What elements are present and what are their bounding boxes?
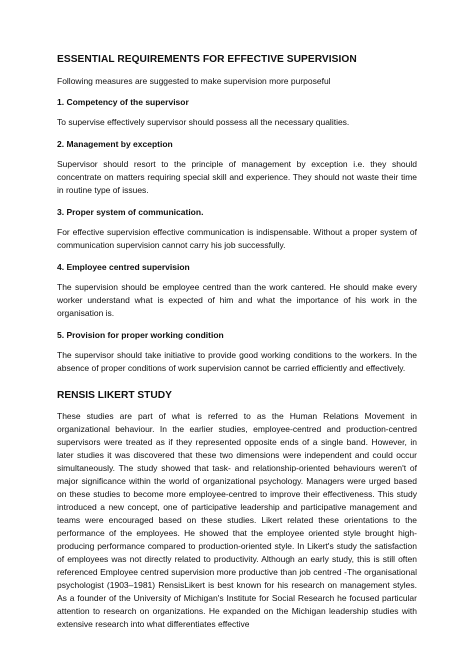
study-title: RENSIS LIKERT STUDY <box>57 390 172 401</box>
section-body-competency: To supervise effectively supervisor should possess all the necessary qualities. <box>57 117 350 127</box>
study-body: These studies are part of what is referred to as the Human Relations Movement in organizational behaviour. In the earlier studies, employee-centred and production-centred supervisors were treated as if they represented opposite ends of a single band. However, in later studies it was discovered that these two dimensions were independent and could occur simultaneously. The study showed that task- and relationship-oriented behaviours weren't of major significance within the world of organizational psychology. Managers were urged based on these studies to become more employee-centred to improve their effectiveness. This study introduced a new concept, one of participative leadership and participative management and teams were encouraged based on these studies. Likert related these orientations to the performance of the employees. He showed that the employee oriented style brought high-producing performance compared to production-oriented style. In Likert's study the satisfaction of employees was not directly related to productivity. Although an early study, this is still often referenced Employee centred supervision more productive than job centred -The organisational psychologist (1903–1981) RensisLikert is best known for his research on management styles. As a founder of the University of Michigan's Institute for Social Research he focused particular attention to research on organizations. He expanded on the Michigan leadership studies with extensive research into what differentiates effective <box>57 411 417 629</box>
section-body-communication: For effective supervision effective communication is indispensable. Without a proper system of communication supervision cannot carry his job successfully. <box>57 227 417 250</box>
section-heading-communication: 3. Proper system of communication. <box>57 207 204 217</box>
section-body-management-by-exception: Supervisor should resort to the principle of management by exception i.e. they should concentrate on matters requiring special skill and experience. They should not waste their time in routine type of issues. <box>57 159 417 195</box>
intro-text: Following measures are suggested to make supervision more purposeful <box>57 76 331 86</box>
section-body-working-condition: The supervisor should take initiative to provide good working conditions to the workers. In the absence of proper conditions of work supervision cannot be carried efficiently and effectively. <box>57 350 417 373</box>
section-heading-working-condition: 5. Provision for proper working condition <box>57 330 224 340</box>
section-heading-management-by-exception: 2. Management by exception <box>57 139 173 149</box>
section-heading-competency: 1. Competency of the supervisor <box>57 97 189 107</box>
section-body-employee-centred: The supervision should be employee centred than the work cantered. He should make every worker understand what is expected of him and what the importance of his work in the organisation is. <box>57 282 417 318</box>
document-title: ESSENTIAL REQUIREMENTS FOR EFFECTIVE SUPERVISION <box>57 54 357 65</box>
section-heading-employee-centred: 4. Employee centred supervision <box>57 262 190 272</box>
